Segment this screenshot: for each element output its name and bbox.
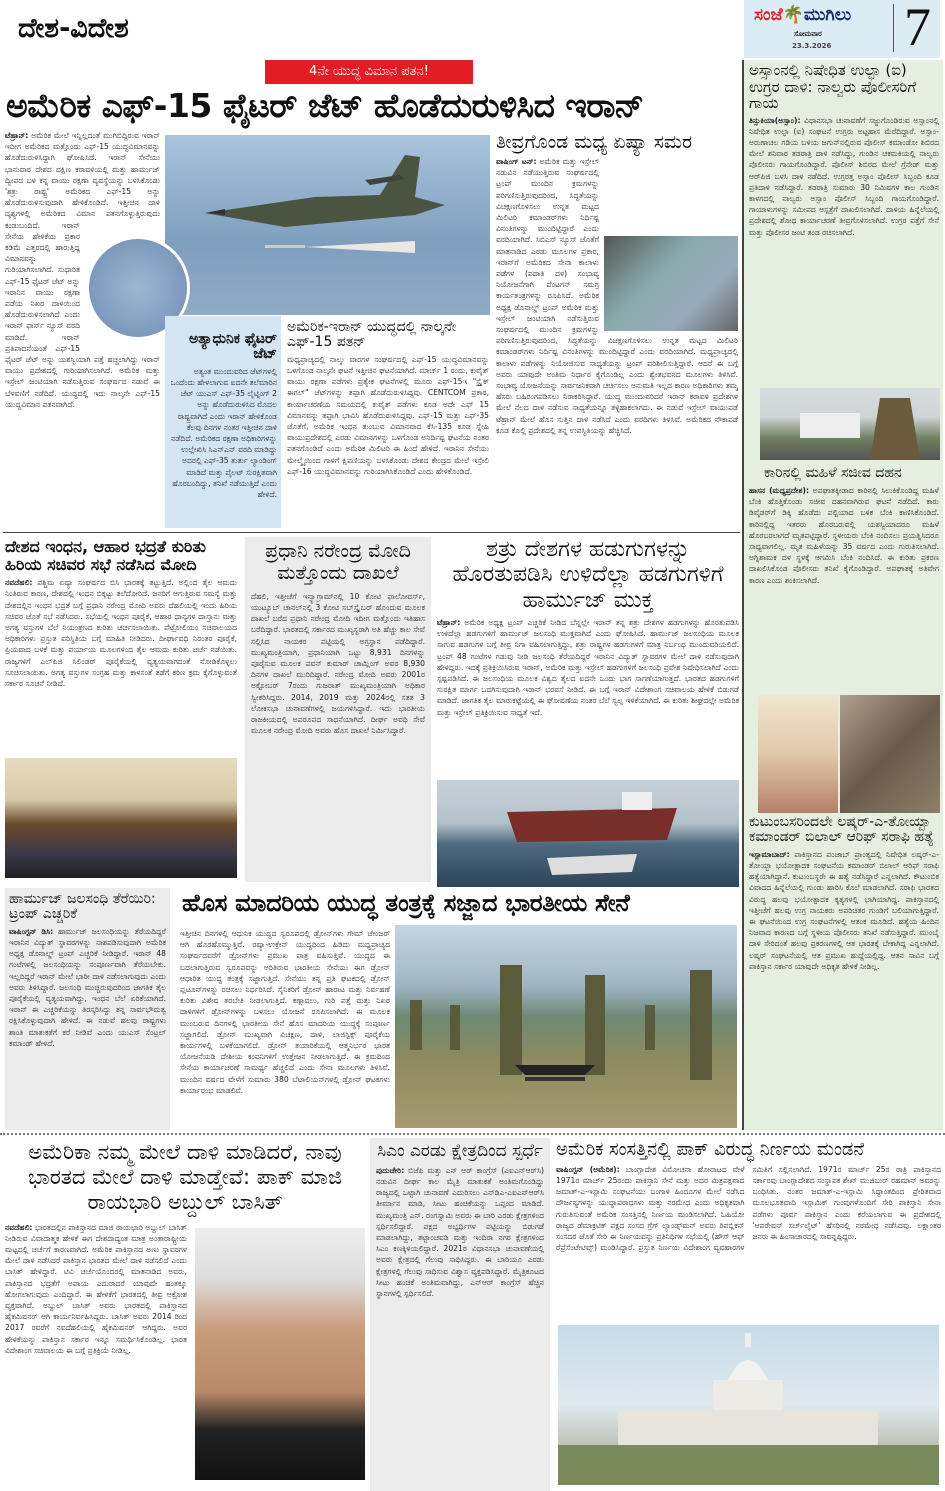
us-congress-dateline: ವಾಷಿಂಗ್ಟನ್ (ಅಮೆರಿಕ): — [556, 1164, 620, 1174]
date: 23.3.2026 — [792, 42, 832, 50]
basit-body — [5, 1222, 187, 1472]
soldier-illustration — [760, 388, 940, 460]
ship-illustration — [437, 780, 739, 887]
cm-dateline: ಪುದುಚೇರಿ: — [376, 1165, 405, 1175]
fuel-title: ದೇಶದ ಇಂಧನ, ಆಹಾರ ಭದ್ರತೆ ಕುರಿತು ಹಿರಿಯ ಸಚಿವರ ಸಭೆ ನಡೆಸಿದ ಮೋದಿ — [5, 537, 206, 574]
f15-story — [287, 320, 489, 528]
west-asia-body — [496, 156, 738, 521]
cm-text: ಬಿಜೆಪಿ ಮತ್ತು ಎನ್ ಆರ್ ಕಾಂಗ್ರೆಸ್ (ಎಐಎನ್‌ಆರ್‌ಸಿ) ನಡುವಿನ ದೀರ್ಘ ಕಾಲ ಮೈತ್ರಿ ಮಾತುಕತೆ ಅಂತಿಮಗೊಂಡಿದ್ದು ರಾಜ್ಯದಲ್ಲಿ ಒಟ್ಟಾಗಿ ಚುನಾವಣೆ ಎದುರಿಸಲು ಎನ್‌ಡಿಎ-ಎಐಎನ್‌ಆರ್‌ಸಿ ತೀರ್ಮಾನ ಮಾಡಿ, ಸೀಟು ಹಂಚಿಕೆಯನ್ನು ಒಪ್ಪಂದ ಮಾಡಿದೆ. ಮುಖ್ಯಮಂತ್ರಿ ಎನ್. ರಂಗಸ್ವಾಮಿ ಅವರು ಈ ಬಾರಿ ಎರಡು ಕ್ಷೇತ್ರಗಳಿಂದ ಸ್ಪರ್ಧಿಸಲಿದ್ದಾರೆ. ಪಕ್ಷದ ಅಭ್ಯರ್ಥಿಗಳ ಪಟ್ಟಿಯನ್ನು ಬಿಡುಗಡೆ ಮಾಡಲಾಗಿದ್ದು, ತಟ್ಟಾಂಚವಡಿ ಮತ್ತು ಇಂದಿರಾ ನಗರ ಕ್ಷೇತ್ರಗಳಿಂದ ಸಿಎಂ ಕಣಕ್ಕಿಳಿಯಲಿದ್ದಾರೆ. 2021ರ ವಿಧಾನಸಭಾ ಚುನಾವಣೆಯಲ್ಲಿ ಅವರು ಕ್ಷೇತ್ರದಲ್ಲಿ ಗೆಲುವು ಸಾಧಿಸಿದ್ದರು. ಈ ಬಾರಿಯೂ ಎರಡು ಕ್ಷೇತ್ರಗಳಲ್ಲಿ ಗೆಲುವು ಸಾಧಿಸುವ ವಿಶ್ವಾಸ ವ್ಯಕ್ತಪಡಿಸಿದ್ದಾರೆ. ಮೈತ್ರಿಕೂಟದ ಸೀಟು ಹಂಚಿಕೆ ಅಂತಿಮವಾಗಿದ್ದು, ಎನ್‌ಆರ್ ಕಾಂಗ್ರೆಸ್ ಹೆಚ್ಚಿನ ಸ್ಥಾನಗಳಲ್ಲಿ ಸ್ಪರ್ಧಿಸಲಿದೆ. — [376, 1165, 544, 1298]
fuel-body — [5, 577, 237, 755]
basit-dateline: ನವದೆಹಲಿ: — [5, 1222, 33, 1232]
cabinet-meeting-photo — [5, 758, 237, 878]
cm-contest-box — [370, 1138, 550, 1491]
cm-title: ಸಿಎಂ ಎರಡು ಕ್ಷೇತ್ರದಿಂದ ಸ್ಪರ್ಧೆ — [377, 1141, 543, 1161]
abdul-basit-photo — [195, 1228, 365, 1480]
burnt-car-photo — [840, 695, 940, 813]
trump-warning-box — [5, 888, 170, 1130]
trump-title: ಹಾರ್ಮುಜ್ ಜಲಸಂಧಿ ತೆರೆಯಿರಿ: ಟ್ರಂಪ್ ಎಚ್ಚರಿಕೆ — [9, 891, 156, 923]
right-sidebar — [742, 60, 943, 1130]
lashkar-body — [749, 849, 939, 1104]
army-drone-photo — [395, 925, 737, 1128]
logo — [754, 5, 851, 25]
lashkar-story — [749, 815, 939, 1104]
lashkar-dateline: ಇಸ್ಲಾಮಾಬಾದ್: — [749, 849, 790, 859]
cm-body — [376, 1165, 544, 1460]
basit-story — [5, 1140, 365, 1490]
palm-icon: 🌴 — [782, 5, 804, 25]
assam-title: ಅಸ್ಸಾಂನಲ್ಲಿ ನಿಷೇಧಿತ ಉಲ್ಫಾ (ಐ) ಉಗ್ರರ ದಾಳಿ: ನಾಲ್ವರು ಪೊಲೀಸರಿಗೆ ಗಾಯ — [749, 61, 917, 112]
basit-text: ಭಾರತದಲ್ಲಿನ ಪಾಕಿಸ್ತಾನದ ಮಾಜಿ ರಾಯಭಾರಿ ಅಬ್ದುಲ್ ಬಾಸಿತ್ ನೀಡಿರುವ ವಿವಾದಾತ್ಮಕ ಹೇಳಿಕೆ ಈಗ ದೇಶದಾದ್ಯಂತ ಮಾತ್ರ ಅಂತಾರಾಷ್ಟ್ರೀಯ ಮಟ್ಟದಲ್ಲಿ ಚರ್ಚೆಗೆ ಕಾರಣವಾಗಿದೆ. ಅಮೆರಿಕ ಪಾಕಿಸ್ತಾನದ ಅಣು ಸ್ಥಾವರಗಳ ಮೇಲೆ ದಾಳಿ ನಡೆಸಿದರೆ ಪಾಕಿಸ್ತಾನ ಭಾರತದ ಮೇಲೆ ದಾಳಿ ನಡೆಸಲಿದೆ ಎಂದು ಬಾಸಿತ್ ಹೇಳಿದ್ದಾರೆ. ಟಿವಿ ಚರ್ಚೆಯೊಂದರಲ್ಲಿ ಮಾತನಾಡಿದ ಅವರು, ಪಾಕಿಸ್ತಾನದ ಭದ್ರತೆಗೆ ಅಪಾಯ ಎದುರಾದರೆ ಯಾವುದೇ ಹಂತಕ್ಕೂ ಹೋಗಲಾಗುವುದು ಎಂದಿದ್ದಾರೆ. ಈ ಹೇಳಿಕೆಗೆ ಭಾರತದಲ್ಲಿ ತೀವ್ರ ಆಕ್ರೋಶ ವ್ಯಕ್ತವಾಗಿದೆ. ಅಬ್ದುಲ್ ಬಾಸಿತ್ ಅವರು ಭಾರತದಲ್ಲಿ ಪಾಕಿಸ್ತಾನದ ಹೈಕಮಿಷನರ್ ಆಗಿ ಕಾರ್ಯನಿರ್ವಹಿಸಿದ್ದರು. ಬಾಸಿತ್ ಅವರು 2014 ರಿಂದ 2017 ರವರೆಗೆ ನವದೆಹಲಿಯಲ್ಲಿ ಹೈಕಮಿಷನರ್ ಆಗಿದ್ದರು. ಅವರ ಹೇಳಿಕೆಯನ್ನು ಪಾಕಿಸ್ತಾನ ಸರ್ಕಾರ ಇನ್ನೂ ಸಮರ್ಥಿಸಿಕೊಂಡಿಲ್ಲ. ಭಾರತ ವಿದೇಶಾಂಗ ಸಚಿವಾಲಯ ಈ ಬಗ್ಗೆ ಪ್ರತಿಕ್ರಿಯೆ ನೀಡಿಲ್ಲ. — [5, 1222, 187, 1355]
jet-info-box — [165, 316, 281, 528]
us-congress-body — [556, 1164, 941, 1314]
weekday: ಸೋಮವಾರ — [794, 30, 822, 38]
capitol-illustration — [558, 1325, 939, 1485]
victim-portrait-photo — [758, 695, 838, 813]
car-body — [749, 485, 939, 690]
trump-text: ಹಾರ್ಮುಜ್ ಜಲಸಂಧಿಯನ್ನು ತೆರೆಯದಿದ್ದರೆ ಇರಾನಿನ ವಿದ್ಯುತ್ ಸ್ಥಾವರಗಳನ್ನು ನಾಶಪಡಿಸುವುದಾಗಿ ಅಮೆರಿಕ ಅಧ್ಯಕ್ಷ ಡೊನಾಲ್ಡ್ ಟ್ರಂಪ್ ಎಚ್ಚರಿಕೆ ನೀಡಿದ್ದಾರೆ. ಇರಾನ್ 48 ಗಂಟೆಗಳಲ್ಲಿ ಜಲಸಂಧಿಯನ್ನು ಸಂಪೂರ್ಣವಾಗಿ ತೆರೆಯಬೇಕು. ಇಲ್ಲದಿದ್ದರೆ ಇರಾನ್ ಮೇಲೆ ಭಾರೀ ದಾಳಿ ನಡೆಸಲಾಗುವುದು ಎಂದು ಅವರು ತಿಳಿಸಿದ್ದಾರೆ. ಜಲಸಂಧಿ ಮುಚ್ಚಿರುವುದರಿಂದ ಜಾಗತಿಕ ತೈಲ ಪೂರೈಕೆಯಲ್ಲಿ ವ್ಯತ್ಯಯವಾಗಿದ್ದು, ಇಂಧನ ಬೆಲೆ ಏರಿಕೆಯಾಗಿದೆ. ಇರಾನ್ ಈ ಎಚ್ಚರಿಕೆಯನ್ನು ತಿರಸ್ಕರಿಸಿದ್ದು ತನ್ನ ಸಾರ್ವಭೌಮತ್ವ ರಕ್ಷಿಸಿಕೊಳ್ಳುವುದಾಗಿ ಹೇಳಿದೆ. ಈ ನಡುವೆ ಹಲವು ರಾಷ್ಟ್ರಗಳು ಶಾಂತಿ ಮಾತುಕತೆಗೆ ಕರೆ ನೀಡಿವೆ ಎಂದು ಯುಎಸ್ ಸೆಂಟ್ರಲ್ ಕಮಾಂಡ್ ಹೇಳಿದೆ. — [9, 926, 166, 1048]
logo-part-b: ಮುಗಿಲು — [803, 5, 852, 25]
car-title: ಕಾರಿನಲ್ಲಿ ಮಹಿಳೆ ಸಜೀವ ದಹನ — [764, 465, 902, 481]
west-asia-dateline: ವಾಷಿಂಗ್ ಟನ್: — [496, 156, 537, 166]
modi-title: ಪ್ರಧಾನಿ ನರೇಂದ್ರ ಮೋದಿ ಮತ್ತೊಂದು ದಾಖಲೆ — [265, 540, 411, 584]
us-congress-title: ಅಮೆರಿಕ ಸಂಸತ್ತಿನಲ್ಲಿ ಪಾಕ್ ವಿರುದ್ಧ ನಿರ್ಣಯ ಮಂಡನೆ — [556, 1139, 865, 1160]
tanker-ship-photo — [437, 780, 739, 887]
lead-tag: 4ನೇ ಯುದ್ಧ ವಿಮಾನ ಪತನ! — [265, 60, 473, 84]
lashkar-text: ಪಾಕಿಸ್ತಾನದ ಪಂಜಾಬ್ ಪ್ರಾಂತ್ಯದಲ್ಲಿ ನಿಷೇಧಿತ ಲಷ್ಕರ್-ಎ-ತೋಯ್ಬಾ ಭಯೋತ್ಪಾದಕ ಸಂಘಟನೆಯ ಕಮಾಂಡರ್ ಬಿಲಾಲ್ ಆರಿಫ್ ಸರಾಫಿ ಹತ್ಯೆಯಾಗಿದ್ದಾನೆ. ಕುಟುಂಬಸ್ಥರೇ ಈ ಹತ್ಯೆ ನಡೆಸಿದ್ದಾರೆ ಎನ್ನಲಾಗಿದೆ. ಕೌಟುಂಬಿಕ ವಿವಾದದ ಹಿನ್ನೆಲೆಯಲ್ಲಿ ಗುಂಡು ಹಾರಿಸಿ ಕೊಲೆ ಮಾಡಲಾಗಿದೆ. ಸರಾಫಿ ಭಾರತದ ವಿರುದ್ಧ ಹಲವು ಭಯೋತ್ಪಾದಕ ಕೃತ್ಯಗಳಲ್ಲಿ ಭಾಗಿಯಾಗಿದ್ದ. ಪಾಕಿಸ್ತಾನದಲ್ಲಿ ಇತ್ತೀಚೆಗೆ ಹಲವು ಉಗ್ರ ನಾಯಕರು ಅಪರಿಚಿತರ ಗುಂಡಿಗೆ ಬಲಿಯಾಗುತ್ತಿದ್ದಾರೆ. ಈ ಘಟನೆಯಿಂದ ಉಗ್ರ ಸಂಘಟನೆಗಳಲ್ಲಿ ಆತಂಕ ಮೂಡಿದೆ. ಹತ್ಯೆಯ ಹಿಂದಿನ ನಿಜವಾದ ಕಾರಣದ ಬಗ್ಗೆ ಸ್ಥಳೀಯ ಪೊಲೀಸರು ತನಿಖೆ ನಡೆಸುತ್ತಿದ್ದಾರೆ. ಮುಂಬೈ ದಾಳಿ ಸೇರಿದಂತೆ ಹಲವು ಪ್ರಕರಣಗಳಲ್ಲಿ ಆತ ಭಾರತಕ್ಕೆ ಬೇಕಾಗಿದ್ದ ಎನ್ನಲಾಗಿದೆ. ಲಷ್ಕರ್ ಸಂಘಟನೆಯಲ್ಲಿ ಆತ ಪ್ರಮುಖ ಹುದ್ದೆಯಲ್ಲಿದ್ದ. ಆತನ ಸಾವಿನ ಬಗ್ಗೆ ಪಾಕಿಸ್ತಾನ ಸರ್ಕಾರ ಯಾವುದೇ ಅಧಿಕೃತ ಹೇಳಿಕೆ ನೀಡಿಲ್ಲ. — [749, 849, 939, 971]
jet-box-title: ಅತ್ಯಾಧುನಿಕ ಫೈಟರ್ ಜೆಟ್ — [188, 331, 277, 363]
modi-body: ದೆಹಲಿ, ಇತ್ತೀಚೆಗೆ ಇನ್ಸ್ಟಾಗ್ರಾಮ್‌ನಲ್ಲಿ 10 ಕೋಟಿ ಫಾಲೋವರ್ಸ್, ಯುಟ್ಯೂಬ್ ಚಾನಲ್‌ನಲ್ಲಿ 3 ಕೋಟಿ ಸಬ್‌ಸ್ಕ್ರೈಬರ್ ಹೊಂದುವ ಮೂಲಕ ದಾಖಲೆ ಬರೆದ ಪ್ರಧಾನಿ ನರೇಂದ್ರ ಮೋದಿ ಇದೀಗ ಮತ್ತೊಂದು ಇತಿಹಾಸ ಬರೆದಿದ್ದಾರೆ. ಭಾರತದಲ್ಲಿ ಸರ್ಕಾರದ ಮುಖ್ಯಸ್ಥರಾಗಿ ಅತಿ ಹೆಚ್ಚು ಕಾಲ ಸೇವೆ ಸಲ್ಲಿಸಿದ ನಾಯಕರ ಪಟ್ಟಿಯಲ್ಲಿ ಅಗ್ರಸ್ಥಾನ ಪಡೆದಿದ್ದಾರೆ. ಮುಖ್ಯಮಂತ್ರಿಯಾಗಿ, ಪ್ರಧಾನಿಯಾಗಿ ಒಟ್ಟು 8,931 ದಿನಗಳನ್ನು ಪೂರೈಸುವ ಮೂಲಕ ಪವನ್ ಕುಮಾರ್ ಚಾಮ್ಲಿಂಗ್ ಅವರ 8,930 ದಿನಗಳ ದಾಖಲೆ ಮುರಿದಿದ್ದಾರೆ. ನರೇಂದ್ರ ಮೋದಿ ಅವರು 2001ರ ಅಕ್ಟೋಬರ್ 7ರಂದು ಗುಜರಾತ್ ಮುಖ್ಯಮಂತ್ರಿಯಾಗಿ ಅಧಿಕಾರ ಸ್ವೀಕರಿಸಿದ್ದರು. 2014, 2019 ಮತ್ತು 2024ರಲ್ಲಿ ಸತತ 3 ಲೋಕಸಭಾ ಚುನಾವಣೆಗಳಲ್ಲಿ ಜಯಗಳಿಸಿದ್ದಾರೆ. ಇದು ಭಾರತೀಯ ರಾಜಕೀಯದಲ್ಲಿ ಅಪರೂಪದ ಸಾಧನೆಯಾಗಿದೆ. ದೀರ್ಘ ಅವಧಿ ಸೇವೆ ಮೂಲಕ ನರೇಂದ್ರ ಮೋದಿ ಅವರು ಹೊಸ ದಾಖಲೆ ನಿರ್ಮಿಸಿದ್ದಾರೆ. — [251, 591, 425, 736]
army-headline: ಹೊಸ ಮಾದರಿಯ ಯುದ್ಧ ತಂತ್ರಕ್ಕೆ ಸಜ್ಜಾದ ಭಾರತೀಯ ಸೇನೆ — [182, 889, 630, 917]
west-asia-text: ಅಮೆರಿಕ ಮತ್ತು ಇಸ್ರೇಲ್ ನಡುವಿನ ನಡೆಯುತ್ತಿರುವ ಸಂಘರ್ಷದಲ್ಲಿ ಟ್ರಂಪ್ ಮುಂದಿನ ಕ್ರಮಗಳನ್ನು ಪರಿಗಣಿಸುತ್ತಿರುವುದರಿಂದ, ಸಿದ್ಧತೆಯನ್ನು ವಿಚಕ್ಷಣಗೊಳಿಸಲು ಉನ್ನತ ಮಟ್ಟದ ಮಿಲಿಟರಿ ಕಮಾಂಡರ್‌ಗಳು ನಿರ್ದಿಷ್ಟ ವಿನಂತಿಗಳನ್ನು ಮುಂದಿಟ್ಟಿದ್ದಾರೆ ಎಂದು ವರದಿಯಾಗಿದೆ. ಸಿಬಿಎಸ್ ನ್ಯೂಸ್ ಜೊತೆಗೆ ಮಾತನಾಡಿದ ಎರಡು ಮೂಲಗಳ ಪ್ರಕಾರ, ಇರಾನ್‌ಗೆ ಅಮೆರಿಕದ ಸೇನಾ ಕಾಲಾಳು ಪಡೆಗಳ (ಪದಾತಿ ದಳ) ಸಂಭಾವ್ಯ ನಿಯೋಜನೆಗಾಗಿ ಪೆಂಟಗನ್ ಸಮಗ್ರ ಕಾರ್ಯತಂತ್ರಗಳನ್ನು ರೂಪಿಸಿದೆ. ಅಮೆರಿಕ ಅಧ್ಯಕ್ಷ ಡೊನಾಲ್ಡ್ ಟ್ರಂಪ್ ಅಮೆರಿಕ ಮತ್ತು ಇಸ್ರೇಲ್ ಜಂಟಿಯಾಗಿ ನಡೆಸುತ್ತಿರುವ ಸಂಘರ್ಷದಲ್ಲಿ ಮುಂದಿನ ಕ್ರಮಗಳನ್ನು ಪರಿಗಣಿಸುತ್ತಿರುವುದರಿಂದ, ಸಿದ್ಧತೆಯನ್ನು ವಿಚಕ್ಷಣಗೊಳಿಸಲು ಉನ್ನತ ಮಟ್ಟದ ಮಿಲಿಟರಿ ಕಮಾಂಡರ್‌ಗಳು ನಿರ್ದಿಷ್ಟ ವಿನಂತಿಗಳನ್ನು ಮುಂದಿಟ್ಟಿದ್ದಾರೆ ಎಂದು ವರದಿಯಾಗಿದೆ. ಮಧ್ಯಪ್ರಾಚ್ಯದಲ್ಲಿ ಕಾಲಾಳು ಪಡೆಗಳನ್ನು ನಿಯೋಜಿಸುವ ಸಾಧ್ಯತೆಯನ್ನು ಟ್ರಂಪ್ ಪರಿಶೀಲಿಸುತ್ತಿದ್ದಾರೆ. ಆದರೆ ಈ ಬಗ್ಗೆ ಅವರು ಯಾವುದೇ ಅಂತಿಮ ನಿರ್ಧಾರ ಕೈಗೊಂಡಿಲ್ಲ ಎಂದು ಶ್ವೇತಭವನದ ಮೂಲಗಳು ತಿಳಿಸಿವೆ. ಸಂಭಾವ್ಯ ಯೋಜನೆಯನ್ನು ಸಾರ್ವಜನಿಕವಾಗಿ ಚರ್ಚಿಸಲು ಅನುಮತಿ ಇಲ್ಲದ ಕಾರಣ ಅಧಿಕಾರಿಗಳು ತಮ್ಮ ಹೆಸರು ಬಹಿರಂಗಪಡಿಸಲು ನಿರಾಕರಿಸಿದ್ದಾರೆ. ಯುದ್ಧ ಮುಂದುವರಿದರೆ ಇರಾನ್ ಕರಾವಳಿ ಪ್ರದೇಶಗಳ ಮೇಲೆ ನೆಲದ ದಾಳಿ ನಡೆಸುವ ಸಾಧ್ಯತೆಯನ್ನೂ ತಳ್ಳಿಹಾಕಲಾಗದು. ಈ ನಡುವೆ ಇಸ್ರೇಲ್ ವಾಯುಪಡೆ ಟೆಹ್ರಾನ್ ಮೇಲೆ ಹೊಸ ಸುತ್ತಿನ ದಾಳಿ ನಡೆಸಿದೆ ಎಂದು ವರದಿಗಳು ತಿಳಿಸಿವೆ. ಅಮೆರಿಕದ ನೌಕಾಪಡೆ ಕೂಡ ಕೊಲ್ಲಿ ಪ್ರದೇಶದಲ್ಲಿ ತನ್ನ ಉಪಸ್ಥಿತಿಯನ್ನು ಹೆಚ್ಚಿಸಿದೆ. — [496, 156, 738, 435]
assam-soldier-photo — [760, 388, 940, 460]
car-dateline: ಹಾಸನ (ಮಧ್ಯಪ್ರದೇಶ): — [749, 486, 809, 495]
soldiers-illustration — [395, 925, 737, 1128]
trump-dateline: ವಾಷಿಂಗ್ಟನ್ ಡಿಸಿ: — [9, 926, 54, 936]
row-divider — [3, 532, 740, 533]
hormuz-text: ಅಮೆರಿಕ ಅಧ್ಯಕ್ಷ ಟ್ರಂಪ್ ಎಚ್ಚರಿಕೆ ನೀಡಿದ ಬೆನ್ನಲ್ಲೇ ಇರಾನ್ ತನ್ನ ಶತ್ರು ದೇಶಗಳ ಹಡಗುಗಳನ್ನು ಹೊರತುಪಡಿಸಿ ಉಳಿದೆಲ್ಲಾ ಹಡಗುಗಳಿಗೆ ಹಾರ್ಮುಜ್ ಜಲಸಂಧಿ ಮುಕ್ತವಾಗಿದೆ ಎಂದು ಘೋಷಿಸಿದೆ. ಹಾರ್ಮುಜ್ ಜಲಸಂಧಿಯ ಮೂಲಕ ಸಾಗುವ ಹಡಗುಗಳ ಬಗ್ಗೆ ತೀವ್ರ ನಿಗಾ ವಹಿಸಲಾಗುತ್ತಿದ್ದು, ಶತ್ರು ರಾಷ್ಟ್ರಗಳ ಹಡಗುಗಳಿಗೆ ಮಾತ್ರ ನಿರ್ಬಂಧ ಮುಂದುವರಿಯಲಿದೆ. ಟ್ರಂಪ್ 48 ಗಂಟೆಗಳ ಗಡುವು ನೀಡಿ ಜಲಸಂಧಿ ತೆರೆಯದಿದ್ದರೆ ಇರಾನಿನ ವಿದ್ಯುತ್ ಸ್ಥಾವರಗಳ ಮೇಲೆ ದಾಳಿ ನಡೆಸುವುದಾಗಿ ಹೇಳಿದ್ದರು. ಇದಕ್ಕೆ ಪ್ರತಿಕ್ರಿಯಿಸಿರುವ ಇರಾನ್, ಅಮೆರಿಕ ಮತ್ತು ಇಸ್ರೇಲ್ ಹಡಗುಗಳಿಗೆ ಜಲಸಂಧಿ ಪ್ರವೇಶ ನಿಷೇಧಿಸಲಾಗಿದೆ ಎಂದು ಸ್ಪಷ್ಟಪಡಿಸಿದೆ. ಈ ಜಲಸಂಧಿಯ ಮೂಲಕ ವಿಶ್ವದ ತೈಲದ ಐದನೇ ಒಂದು ಭಾಗ ಸಾಗಣೆಯಾಗುತ್ತದೆ. ಭಾರತದ ಹಡಗುಗಳಿಗೆ ಸುರಕ್ಷಿತ ಮಾರ್ಗ ಒದಗಿಸುವುದಾಗಿ ಇರಾನ್ ಭರವಸೆ ನೀಡಿದೆ. ಈ ಬಗ್ಗೆ ಇರಾನ್ ವಿದೇಶಾಂಗ ಸಚಿವಾಲಯ ಹೇಳಿಕೆ ಬಿಡುಗಡೆ ಮಾಡಿದೆ. ಜಾಗತಿಕ ತೈಲ ಮಾರುಕಟ್ಟೆಯಲ್ಲಿ ಈ ಘೋಷಣೆಯ ನಂತರ ಬೆಲೆ ಸ್ವಲ್ಪ ಇಳಿಕೆಯಾಗಿದೆ. ಈ ಕುರಿತು ಶೀಘ್ರದಲ್ಲೇ ಅಮೆರಿಕ ಮತ್ತು ಇಸ್ರೇಲ್ ಪ್ರತಿಕ್ರಿಯಿಸುವ ಸಾಧ್ಯತೆ ಇದೆ. — [437, 617, 739, 717]
hormuz-title: ಶತ್ರು ದೇಶಗಳ ಹಡುಗುಗಳನ್ನು ಹೊರತುಪಡಿಸಿ ಉಳಿದೆಲ್ಲಾ ಹಡಗುಗಳಿಗೆ ಹಾರ್ಮುಜ್ ಮುಕ್ತ — [452, 537, 724, 613]
masthead — [744, 0, 940, 58]
lashkar-title: ಕುಟುಂಬಸರಿಂದಲೇ ಲಷ್ಕರ್-ಎ-ತೋಯ್ಬಾ ಕಮಾಂಡರ್ ಬಿಲಾಲ್ ಆರಿಫ್ ಸರಾಫಿ ಹತ್ಯೆ — [749, 814, 934, 846]
assam-story — [749, 62, 939, 365]
hormuz-dateline: ಟೆಹ್ರಾನ್: — [437, 617, 461, 627]
hormuz-story — [437, 537, 739, 887]
modi-record-box — [245, 537, 431, 882]
car-text: ಅಪಘಾತಕ್ಕೀಡಾದ ಕಾರಿನಲ್ಲಿ ಸಿಲುಕಿಕೊಂಡಿದ್ದ ಮಹಿಳೆ ಬೆಂಕಿ ಹೊತ್ತಿಕೊಂಡು ಸಜೀವ ದಹನವಾಗಿರುವ ಘಟನೆ ನಡೆದಿದೆ. ಕಾರು ಡಿವೈಡರ್‌ಗೆ ಡಿಕ್ಕಿ ಹೊಡೆದು ಪಲ್ಟಿಯಾದ ಬಳಿಕ ಬೆಂಕಿ ಕಾಣಿಸಿಕೊಂಡಿದೆ. ಕಾರಿನಲ್ಲಿದ್ದ ಇತರರು ಹೊರಬರುವಲ್ಲಿ ಯಶಸ್ವಿಯಾದರೂ ಮಹಿಳೆ ಹೊರಬರಲಾಗದೆ ಮೃತಪಟ್ಟಿದ್ದಾರೆ. ಸ್ಥಳೀಯರು ಬೆಂಕಿ ನಂದಿಸಲು ಪ್ರಯತ್ನಿಸಿದರೂ ಸಾಧ್ಯವಾಗಲಿಲ್ಲ. ಮೃತ ಮಹಿಳೆಯನ್ನು 35 ವರ್ಷದ ಎಂದು ಗುರುತಿಸಲಾಗಿದೆ. ಅಗ್ನಿಶಾಮಕ ದಳ ಸ್ಥಳಕ್ಕೆ ಆಗಮಿಸಿ ಬೆಂಕಿ ನಂದಿಸಿದೆ. ಈ ಕುರಿತು ಪ್ರಕರಣ ದಾಖಲಿಸಿಕೊಂಡ ಪೊಲೀಸರು ತನಿಖೆ ಕೈಗೊಂಡಿದ್ದಾರೆ. ಅಪಘಾತಕ್ಕೆ ಅತಿವೇಗ ಕಾರಣ ಎಂದು ಶಂಕಿಸಲಾಗಿದೆ. — [749, 486, 939, 585]
masthead-divider — [893, 4, 894, 52]
assam-dateline: ತಿನ್ಸುಕಿಯಾ(ಅಸ್ಸಾಂ): — [749, 115, 801, 125]
f15-title: ಅಮೆರಿಕ-ಇರಾನ್ ಯುದ್ಧದಲ್ಲಿ ನಾಲ್ಕನೇ ಎಫ್-15 ಪತನ್ — [287, 319, 457, 351]
fuel-text: ಪಶ್ಚಿಮ ಏಷ್ಯಾ ಸಂಘರ್ಷದ ಬಿಸಿ ಭಾರತಕ್ಕೆ ತಟ್ಟುತ್ತಿದೆ. ಅಲ್ಲಿಂದ ತೈಲ ಆಮದು ನಿಂತಿರುವ ಕಾರಣ, ದೇಶದಲ್ಲಿ ಇಂಧನ ಬಿಕ್ಕಟ್ಟು ತಲೆದೋರಿದೆ. ಜನರಿಗೆ ಆಗುತ್ತಿರುವ ಸಮಸ್ಯೆ ಮತ್ತು ದೇಶದಲ್ಲಿನ ಇಂಧನ ಭದ್ರತೆ ಬಗ್ಗೆ ಪ್ರಧಾನಿ ನರೇಂದ್ರ ಮೋದಿ ಅವರು ದೆಹಲಿಯಲ್ಲಿ ಇಂದು ಹಿರಿಯ ಸಚಿವರ ಜೊತೆ ಸಭೆ ನಡೆಸಿದರು. ಸಭೆಯಲ್ಲಿ ಇಂಧನ ಪೂರೈಕೆ, ಆಹಾರ ಧಾನ್ಯಗಳ ದಾಸ್ತಾನು ಮತ್ತು ಅಗತ್ಯ ವಸ್ತುಗಳ ಬೆಲೆ ನಿಯಂತ್ರಣದ ಕುರಿತು ಚರ್ಚಿಸಲಾಯಿತು. ಪೆಟ್ರೋಲಿಯಂ ಸಚಿವಾಲಯದ ಅಧಿಕಾರಿಗಳು ಪ್ರಸ್ತುತ ಪರಿಸ್ಥಿತಿಯ ಬಗ್ಗೆ ಮಾಹಿತಿ ನೀಡಿದರು. ದೀರ್ಘಾವಧಿ ನಿರಂತರ ಪೂರೈಕೆ, ಪ್ರಿಯವಾದ ಬಳಕೆ ಮತ್ತು ಪರ್ಯಾಯ ಮೂಲಗಳಿಂದ ತೈಲ ಆಮದು ಕುರಿತು ಚರ್ಚೆ ನಡೆಯಿತು. ರಾಜ್ಯಗಳಿಗೆ ಎಲ್‌ಪಿಜಿ ಸಿಲಿಂಡರ್ ಪೂರೈಕೆಯಲ್ಲಿ ವ್ಯತ್ಯಯವಾಗದಂತೆ ನೋಡಿಕೊಳ್ಳಲು ಸೂಚಿಸಲಾಯಿತು. ಅಗತ್ಯ ವಸ್ತುಗಳ ಸಂಗ್ರಹ ಮತ್ತು ಕಾಳಸಂತೆ ತಡೆಗೆ ಕಠಿಣ ಕ್ರಮ ಕೈಗೊಳ್ಳುವಂತೆ ಸರ್ಕಾರ ಸೂಚನೆ ನೀಡಿದೆ. — [5, 578, 237, 689]
basit-title: ಅಮೆರಿಕಾ ನಮ್ಮ ಮೇಲೆ ದಾಳಿ ಮಾಡಿದರೆ, ನಾವು ಭಾರತದ ಮೇಲೆ ದಾಳಿ ಮಾಡ್ತೇವೆ: ಪಾಕ್ ಮಾಜಿ ರಾಯಭಾರಿ ಅಬ್ದುಲ್ ಬಾಸಿತ್ — [27, 1140, 343, 1215]
lead-headline: ಅಮೆರಿಕ ಎಫ್-15 ಫೈಟರ್ ಜೆಟ್ ಹೊಡೆದುರುಳಿಸಿದ ಇರಾನ್ — [6, 86, 644, 125]
logo-part-a: ಸಂಜೆ — [754, 5, 783, 25]
fighter-jet-photo — [165, 135, 490, 315]
bottom-divider — [0, 1133, 945, 1136]
us-congress-text: ಬಾಂಗ್ಲಾದೇಶ ವಿಮೋಚನಾ ಹೋರಾಟದ ವೇಳೆ 1971ರ ಮಾರ್ಚ್ 25ರಂದು ಪಾಕಿಸ್ತಾನಿ ಸೇನೆ ಮತ್ತು ಅದರ ಮಿತ್ರಪಕ್ಷವಾದ ಜಮಾತ್-ಎ-ಇಸ್ಲಾಮಿ ಸಂಘಟನೆಯು ಬಂಗಾಳಿ ಹಿಂದೂಗಳ ಮೇಲೆ ನಡೆಸಿದ ದೌರ್ಜನ್ಯಗಳನ್ನು ಯುದ್ಧಾಪರಾಧಗಳು ಮತ್ತು ನರಮೇಧ ಎಂದು ಅಧಿಕೃತವಾಗಿ ಗುರುತಿಸುವಂತೆ ಅಮೆರಿಕ ಸಂಸತ್ತಿನಲ್ಲಿ ನಿರ್ಣಯ ಮಂಡಿಸಲಾಗಿದೆ. ಓಹಿಯೋ ರಾಜ್ಯದ ಡೆಮಾಕ್ರಟಿಕ್ ಪಕ್ಷದ ಸಂಸದ ಗ್ರೆಗ್ ಲ್ಯಾಂಡ್ಸ್‌ಮನ್ ಅವರು ರಿಪಬ್ಲಿಕನ್ ಸಂಸದರ ಜೊತೆ ಸೇರಿ ಈ ನಿರ್ಣಯವನ್ನು ಪ್ರತಿನಿಧಿಗಳ ಸಭೆಯಲ್ಲಿ (ಹೌಸ್ ಆಫ್ ರೆಪ್ರೆಸೆಂಟೇಟಿವ್ಸ್) ಮಂಡಿಸಿದ್ದಾರೆ. ಪ್ರಸ್ತುತ ನಿರ್ಣಯ ವಿದೇಶಾಂಗ ವ್ಯವಹಾರಗಳ ಸಮಿತಿಗೆ ಸಲ್ಲಿಸಲಾಗಿದೆ. 1971ರ ಮಾರ್ಚ್ 25ರ ರಾತ್ರಿ ಪಾಕಿಸ್ತಾನದ ಸರ್ಕಾರವು ಬಾಂಗ್ಲಾದೇಶದ ಸಂಸ್ಥಾಪಕ ಶೇಖ್ ಮುಜಿಬುರ್ ರಹಮಾನ್ ಅವರನ್ನು ಬಂಧಿಸಿತು. ನಂತರ ಜಮಾತ್-ಎ-ಇಸ್ಲಾಮಿ ಸಿದ್ಧಾಂತದಿಂದ ಪ್ರೇರಿತವಾದ ಮೂಲಭೂತವಾದಿ ಇಸ್ಲಾಮಿಕ್ ಗುಂಪುಗಳೊಂದಿಗೆ ಸೇರಿ ಪಾಕಿಸ್ತಾನಿ ಸೇನಾ ಪಡೆಗಳು ಪೂರ್ವ ಪಾಕಿಸ್ತಾನ ಎಂದು ಕರೆಯಲಾಗುವ ಈ ಪ್ರದೇಶದಲ್ಲಿ 'ಆಪರೇಷನ್ ಸರ್ಚ್‌ಲೈಟ್' ಹೆಸರಿನಲ್ಲಿ ನರಮೇಧ ನಡೆಸಿದವು. ಲಕ್ಷಾಂತರ ಜನರು ಈ ಹಿಂಸಾಚಾರದಲ್ಲಿ ಸಾವನ್ನಪ್ಪಿದ್ದರು. — [556, 1164, 941, 1253]
west-asia-story — [496, 132, 738, 528]
trump-body — [9, 926, 166, 1116]
west-asia-title: ತೀವ್ರಗೊಂಡ ಮಧ್ಯ ಏಷ್ಯಾ ಸಮರ — [496, 131, 693, 153]
lead-text: ಅಮೆರಿಕ ಮೇಲೆ ಇನ್ನಿಲ್ಲದಂತೆ ಮುಗಿಬಿದ್ದಿರುವ ಇರಾನ್ ಇದೀಗ ಅಮೆರಿಕದ ಮತ್ತೊಂದು ಎಫ್-15 ಯುದ್ಧವಿಮಾನವನ್ನು ಹೊಡೆದುರುಳಿಸಿದ್ದಾಗಿ ಘೋಷಿಸಿದೆ. ಇರಾನ್ ಸೇನೆಯು ಭಾನುವಾರ ದೇಶದ ದಕ್ಷಿಣ ಕರಾವಳಿಯಲ್ಲಿ ಮತ್ತು ಹಾರ್ಮುಜ್ ದ್ವೀಪದ ಬಳಿ ಕನ್ನ ವಾಯು ರಕ್ಷಣಾ ವ್ಯವಸ್ಥೆಯನ್ನು ಬಳಸಿಕೊಂಡು 'ಶತ್ರು ರಾಷ್ಟ್ರ' ಅಮೆರಿಕದ ಎಫ್-15 ಅನ್ನು ಹೊಡೆದುರುಳಿಸುವುದಾಗಿ ಹೇಳಿಕೊಂಡಿದೆ. ಇತ್ತೀಚಿನ ದಾಳಿ ದೃಶ್ಯಗಳಲ್ಲಿ ಅಮೆರಿಕದ ವಿಮಾನ ಪತನಗೊಳ್ಳುತ್ತಿರುವುದು ಕಂಡುಬಂದಿದೆ. ಇರಾನ್ ಸೇನೆಯ ಹೇಳಿಕೆಯ ಪ್ರಕಾರ ಕಡಿಮೆ ಎತ್ತರದಲ್ಲಿ ಹಾರುತ್ತಿದ್ದ ವಿಮಾನವನ್ನು ಗುರಿಯಾಗಿಸಲಾಗಿದೆ. ಸುಧಾರಿತ ಎಫ್-15 ಫೈಟರ್ ಜೆಟ್ ಅನ್ನು ಇರಾನಿನ ವಾಯು ರಕ್ಷಣಾ ಪಡೆಯ ನಿಖರ ದಾಳಿಯಿಂದ ಹೊಡೆದುರುಳಿಸಲಾಗಿದೆ ಎಂದು ಇರಾನ್ ಫಾರ್ಸ್ ನ್ಯೂಸ್ ವರದಿ ಮಾಡಿದೆ. ಇರಾನ್ ಪ್ರತಿಪಾದನೆಯಂತೆ ಎಫ್-15 ಫೈಟರ್ ಜೆಟ್ ಅನ್ನು ಯಶಸ್ವಿಯಾಗಿ ಪತ್ತೆ ಹಚ್ಚಲಾಗಿದ್ದು ಇರಾನ್ ವಾಯು ಪ್ರದೇಶದಲ್ಲಿ ಗುರಿಯಾಗಿಸಲಾಗಿದೆ. ಅಮೆರಿಕ ಮತ್ತು ಇಸ್ರೇಲ್ ಜಂಟಿಯಾಗಿ ನಡೆಸುತ್ತಿರುವ ಸಂಘರ್ಷದ ನಡುವೆ ಈ ಬೆಳವಣಿಗೆ ನಡೆದಿದೆ. ಯುದ್ಧದಲ್ಲಿ ಇದು ನಾಲ್ಕನೇ ಎಫ್-15 ಯುದ್ಧವಿಮಾನ ಪತನವಾಗಿದೆ. — [5, 131, 160, 409]
us-congress-story — [556, 1140, 941, 1490]
fuel-meeting-story — [5, 538, 237, 878]
army-body: ಇತ್ತೀಚಿನ ದಿನಗಳಲ್ಲಿ ಆಧುನಿಕ ಯುದ್ಧದ ಸ್ವರೂಪದಲ್ಲಿ ಡ್ರೋನ್‌ಗಳು ಗೇಮ್ ಚೇಂಜರ್ ಆಗಿ ಹೊರಹೊಮ್ಮುತ್ತಿವೆ. ರಷ್ಯಾ-ಉಕ್ರೇನ್ ಯುದ್ಧದಿಂದ ಹಿಡಿದು ಮಧ್ಯಪ್ರಾಚ್ಯದ ಸಂಘರ್ಷದವರೆಗೆ ಡ್ರೋನ್‌ಗಳು ಪ್ರಮುಖ ಪಾತ್ರ ವಹಿಸುತ್ತಿವೆ. ಯುದ್ಧದ ಈ ಬದಲಾಗುತ್ತಿರುವ ಸ್ವರೂಪವನ್ನು ಅರಿತಿರುವ ಭಾರತೀಯ ಸೇನೆಯು ಈಗ ಡ್ರೋನ್ ಆಧಾರಿತ ಯುದ್ಧ ತಂತ್ರಕ್ಕೆ ಸಜ್ಜಾಗುತ್ತಿದೆ. ಸೇನೆಯು ತನ್ನ ಪ್ರತಿ ಘಟಕದಲ್ಲಿ ಡ್ರೋನ್ ಪ್ಲಟೂನ್‌ಗಳನ್ನು ರಚಿಸಲು ನಿರ್ಧರಿಸಿದೆ. ಸೈನಿಕರಿಗೆ ಡ್ರೋನ್ ಹಾರಾಟ ಮತ್ತು ನಿರ್ವಹಣೆ ಕುರಿತು ವಿಶೇಷ ತರಬೇತಿ ನೀಡಲಾಗುತ್ತಿದೆ. ಕಣ್ಗಾವಲು, ಗುರಿ ಪತ್ತೆ ಮತ್ತು ನಿಖರ ದಾಳಿಗಳಿಗೆ ಡ್ರೋನ್‌ಗಳನ್ನು ಬಳಸಲು ಯೋಜನೆ ರೂಪಿಸಲಾಗಿದೆ. ಈ ಮೂಲಕ ಮುಂಬರುವ ದಿನಗಳಲ್ಲಿ ಭಾರತೀಯ ಸೇನೆ ಹೊಸ ಮಾದರಿಯ ಯುದ್ಧಕ್ಕೆ ಸಂಪೂರ್ಣ ಸಜ್ಜಾಗಲಿದೆ. ಡ್ರೋನ್ ಮುಖ್ಯವಾಗಿ ವಿಚಕ್ಷಣ, ದಾಳಿ, ಲಾಜಿಸ್ಟಿಕ್ಸ್ ಪೂರೈಕೆಯ ಕಾರ್ಯಗಳಲ್ಲಿ ಬಳಕೆಯಾಗಲಿದೆ. ಡ್ರೋನ್ ತಯಾರಿಕೆಯಲ್ಲಿ ಆತ್ಮನಿರ್ಭರ ಭಾರತ ಯೋಜನೆಯಡಿ ದೇಶೀಯ ಕಂಪನಿಗಳಿಗೆ ಉತ್ತೇಜನ ನೀಡಲಾಗುತ್ತಿದೆ. ಈ ಕ್ರಮದಿಂದ ಸೇನೆಯ ಕಾರ್ಯಾಚರಣೆ ಸಾಮರ್ಥ್ಯ ಹೆಚ್ಚಲಿದೆ ಎಂದು ಸೇನಾ ಮೂಲಗಳು ತಿಳಿಸಿವೆ. ಮುಂದಿನ ವರ್ಷದ ವೇಳೆಗೆ ಸುಮಾರು 380 ಬೆಟಾಲಿಯನ್‌ಗಳಲ್ಲಿ ಡ್ರೋನ್ ಘಟಕಗಳು ಕಾರ್ಯಾರಂಭ ಮಾಡಲಿವೆ. — [180, 929, 390, 1095]
us-capitol-photo — [558, 1325, 939, 1485]
f15-body: ಮಧ್ಯಪ್ರಾಚ್ಯದಲ್ಲಿ ನಾಲ್ಕು ವಾರಗಳ ಸಂಘರ್ಷದಲ್ಲಿ ಎಫ್-15 ಯುದ್ಧವಿಮಾನವನ್ನು ಒಳಗೊಂಡ ನಾಲ್ಕನೇ ಘಟನೆ ಇತ್ತೀಚಿನ ಘಟನೆಯಾಗಿದೆ. ಮಾರ್ಚ್ 1 ರಂದು, ಕುವೈತ್ ವಾಯು ರಕ್ಷಣಾ ಪಡೆಗಳು ಪ್ರತ್ಯೇಕ ಘಟನೆಗಳಲ್ಲಿ ಮೂರು ಎಫ್-15ಇ "ಸ್ಟ್ರೈಕ್ ಈಗಲ್" ಜೆಟ್‌ಗಳನ್ನು ತಪ್ಪಾಗಿ ಹೊಡೆದುರುಳಿಸಿದ್ದವು. CENTCOM ಪ್ರಕಾರ, ಕಾರ್ಯಾಚರಣೆಯ ಸಮಯದಲ್ಲಿ ಕುವೈತ್ ಪಡೆಗಳು ಕೂಡ ಅದೇ ಎಫ್ 15 ವಿಮಾನವನ್ನು ತಪ್ಪಾಗಿ ಭಾವಿಸಿ ಹೊಡೆದುರುಳಿಸಿದ್ದವು. ಎಫ್-15 ಮತ್ತು ಎಫ್-35 ಜೊತೆಗೆ, ಅಮೆರಿಕ ಇಂಧನ ತುಂಬುವ ವಿಮಾನವಾದ ಕೆಸಿ-135 ಕೂಡ ಸ್ನೇಹಿ ವಾಯುಪ್ರದೇಶದಲ್ಲಿ ಎರಡು ವಿಮಾನಗಳನ್ನು ಒಳಗೊಂಡ ಅನಿರ್ದಿಷ್ಟ ಘಟನೆಯ ನಂತರ ಪತನಗೊಂಡಿದೆ ಎಂದು ಅಮೆರಿಕ ಮಿಲಿಟರಿ ಈ ಹಿಂದೆ ಹೇಳಿದೆ. ಇರಾನಿನ ಸೇನೆಯು ಮೇಲ್ಮೈಯಿಂದ ಗಾಳಿಗೆ ಕ್ಷಿಪಣಿಯನ್ನು ಬಳಸಿಕೊಂಡು ದೇಶದ ಕೇಂದ್ರದ ಮೇಲೆ ಇಸ್ರೇಲಿ ಎಫ್-16 ಯುದ್ಧವಿಮಾನವನ್ನು ಗುರಿಯಾಗಿಸಿಕೊಂಡಿದೆ ಎಂದು ಹೇಳಿಕೊಂಡಿದೆ. — [287, 354, 489, 476]
jet-illustration — [165, 135, 490, 315]
page-number: 7 — [904, 0, 931, 57]
jet-box-body: ಅತ್ಯಂತ ಮುಂದುವರಿದ ಜೆಟ್‌ಗಳಲ್ಲಿ ಒಂದೆಂದು ಹೇಳಲಾಗುವ ಐದನೇ ತಲೆಮಾರಿನ ಜೆಟ್ ಯುಎಸ್ ಎಫ್-35 ಲೈಟ್ನಿಂಗ್ 2 ಅನ್ನು ಹೊಡೆದುರುಳಿಸಿದ ಮೊದಲ ರಾಷ್ಟ್ರವಾಗಿದೆ ಎಂದು ಇರಾನ್ ಹೇಳಿಕೊಂಡ ಕೆಲವು ದಿನಗಳ ನಂತರ ಇತ್ತೀಚಿನ ದಾಳಿ ನಡೆದಿದೆ. ಅಮೆರಿಕದ ರಕ್ಷಣಾ ಅಧಿಕಾರಿಗಳನ್ನು ಉಲ್ಲೇಖಿಸಿ ಸಿಎನ್‌ಎನ್ ವರದಿ ಮಾಡಿದ್ದು ಅದರಲ್ಲಿ ಎಫ್-35 ತುರ್ತು ಲ್ಯಾಂಡಿಂಗ್ ಮಾಡಿದೆ ಮತ್ತು ಪೈಲಟ್ ಸುರಕ್ಷಿತವಾಗಿ ಹೊರಬಂದಿದ್ದು, ತನಿಖೆ ನಡೆಯುತ್ತಿದೆ ಎಂದು ಹೇಳಿದೆ. — [170, 366, 277, 500]
assam-text: ವಿಧಾನಸಭಾ ಚುನಾವಣೆಗೆ ಸಜ್ಜುಗೊಂಡಿರುವ ಅಸ್ಸಾಂನಲ್ಲಿ ನಿಷೇಧಿತ ಉಲ್ಫಾ (ಐ) ಸಂಘಟನೆ ಉಗ್ರರು ಅಟ್ಟಹಾಸ ಮೆರೆದಿದ್ದಾರೆ. ಅಸ್ಸಾಂ-ಅರುಣಾಚಲ ಗಡಿಯ ಬಳಿಯ ಜಗುನ್‌ನಲ್ಲಿರುವ ಪೊಲೀಸ್ ಕಮಾಂಡೋ ಶಿಬಿರದ ಮೇಲೆ ಶನಿವಾರ ತಡರಾತ್ರಿ ದಾಳಿ ನಡೆಸಿದ್ದು, ಗುಂಡಿನ ಚಕಮಕಿಯಲ್ಲಿ ನಾಲ್ವರು ಪೊಲೀಸರು ಗಾಯಗೊಂಡಿದ್ದಾರೆ. ಪೊಲೀಸ್ ಶಿಬಿರದ ಮೇಲೆ ಗ್ರೆನೇಡ್ ಮತ್ತು ಆರ್‌ಪಿಜಿ ಬಳಸಿ ದಾಳಿ ನಡೆದಿದೆ. ಉಗ್ರರತ್ತ ಅಸ್ಸಾಂ ಪೊಲೀಸ್ ಸಿಬ್ಬಂದಿ ಕೂಡ ಪ್ರತಿದಾಳಿ ನಡೆಸಿದ್ದಾರೆ. ತಡರಾತ್ರಿ ಸುಮಾರು 30 ನಿಮಿಷಗಳ ಕಾಲ ಗುಂಡಿನ ಕಾಳಗದಲ್ಲಿ ನಾಲ್ವರು ಅಸ್ಸಾಂ ಪೊಲೀಸ್ ಸಿಬ್ಬಂದಿ ಗಾಯಗೊಂಡಿದ್ದಾರೆ. ಗಾಯಾಳುಗಳನ್ನು ಸಮೀಪದ ಆಸ್ಪತ್ರೆಗೆ ದಾಖಲಿಸಲಾಗಿದೆ. ದಾಳಿಯ ಹಿನ್ನೆಲೆಯಲ್ಲಿ ಪ್ರದೇಶದಲ್ಲಿ ಶೋಧ ಕಾರ್ಯಾಚರಣೆ ತೀವ್ರಗೊಳಿಸಲಾಗಿದೆ. ಉಗ್ರರ ಪತ್ತೆಗೆ ಸೇನೆ ಮತ್ತು ಪೊಲೀಸರ ಜಂಟಿ ತಂಡ ರಚಿಸಲಾಗಿದೆ. — [749, 115, 939, 237]
fuel-dateline: ನವದೆಹಲಿ: — [5, 578, 33, 588]
hormuz-body — [437, 617, 739, 777]
warship-deck-photo — [604, 236, 738, 331]
assam-body — [749, 115, 939, 365]
lead-dateline: ಟೆಹ್ರಾನ್: — [5, 131, 29, 140]
section-title: ದೇಶ-ವಿದೇಶ — [18, 13, 129, 44]
